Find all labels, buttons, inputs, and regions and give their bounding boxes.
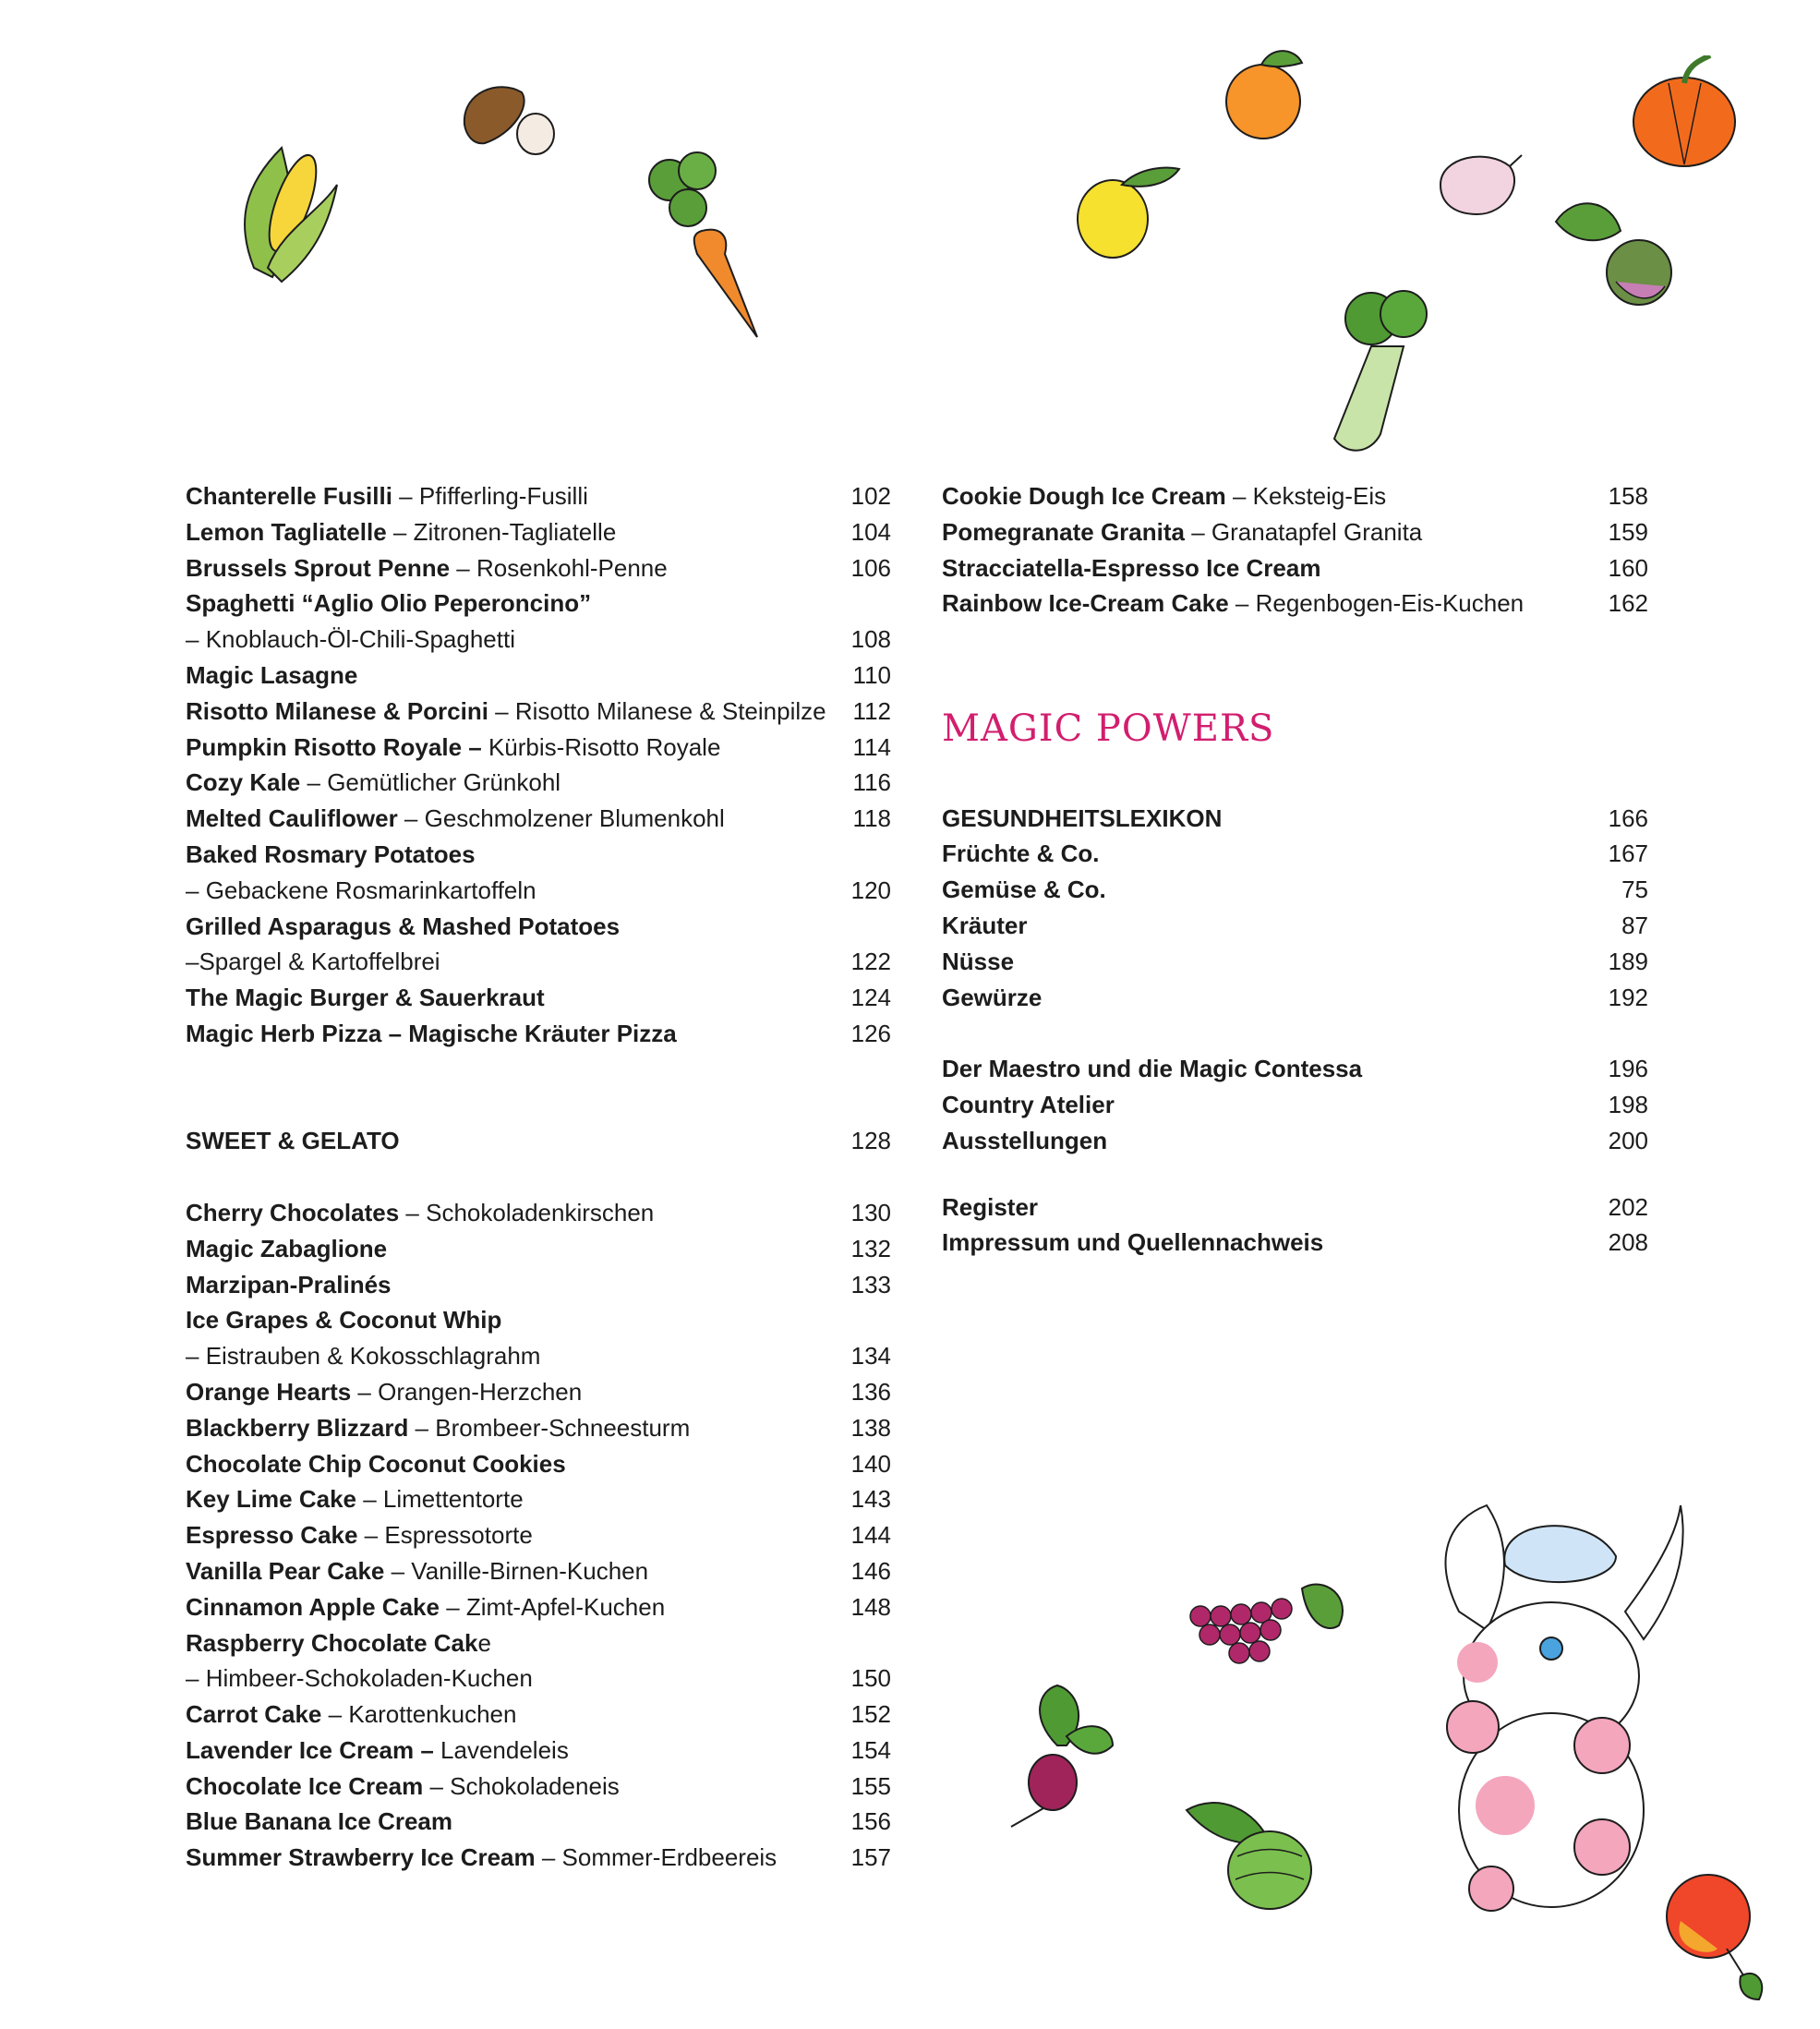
entry-subtitle: Sommer-Erdbeereis bbox=[561, 1843, 777, 1872]
toc-entry bbox=[186, 765, 891, 801]
toc-entry bbox=[186, 944, 891, 980]
entry-subtitle: Orangen-Herzchen bbox=[378, 1377, 583, 1406]
entry-title: Chocolate Ice Cream bbox=[186, 1771, 424, 1800]
entry-separator: – bbox=[321, 1700, 349, 1729]
entry-title: Magic Zabaglione bbox=[186, 1234, 388, 1262]
entry-separator: – bbox=[392, 482, 419, 510]
entry-page-number: 116 bbox=[852, 768, 891, 797]
entry-subtitle: Gemütlicher Grünkohl bbox=[327, 768, 561, 797]
entry-separator: – bbox=[423, 1771, 451, 1800]
entry-separator: – bbox=[386, 517, 414, 546]
entry-page-number: 118 bbox=[852, 804, 891, 833]
entry-title: Cozy Kale bbox=[186, 768, 301, 797]
entry-page-number: 148 bbox=[850, 1592, 891, 1621]
entry-title: Melted Cauliflower bbox=[186, 804, 398, 833]
toc-entry bbox=[186, 1195, 891, 1231]
toc-entry bbox=[186, 1553, 891, 1589]
toc-entry bbox=[186, 550, 891, 586]
entry-subtitle: Zimt-Apfel-Kuchen bbox=[465, 1592, 666, 1621]
bunny-chef-icon bbox=[1404, 1501, 1708, 1916]
entry-title: Cinnamon Apple Cake bbox=[186, 1592, 440, 1621]
spacer bbox=[186, 1088, 891, 1124]
entry-title: Pomegranate Granita bbox=[942, 517, 1185, 546]
entry-separator bbox=[434, 1736, 440, 1764]
entry-page-number: 75 bbox=[1621, 876, 1648, 904]
toc-entry bbox=[942, 1123, 1648, 1153]
entry-title: Gewürze bbox=[942, 983, 1043, 1011]
entry-page-number: 154 bbox=[850, 1735, 891, 1764]
entry-subtitle: Geschmolzener Blumenkohl bbox=[424, 804, 725, 833]
entry-subtitle: Gebackene Rosmarinkartoffeln bbox=[205, 876, 536, 904]
entry-separator: – bbox=[397, 804, 425, 833]
entry-subtitle: Limettentorte bbox=[382, 1485, 524, 1514]
toc-entry bbox=[186, 1625, 891, 1661]
entry-page-number: 189 bbox=[1608, 947, 1648, 975]
entry-separator: – bbox=[1225, 482, 1253, 510]
entry-page-number: 158 bbox=[1608, 482, 1648, 510]
entry-page-number: 122 bbox=[850, 948, 891, 976]
entry-separator: – bbox=[186, 1664, 206, 1693]
apple-icon bbox=[1662, 1866, 1773, 2004]
entry-subtitle: Zitronen-Tagliatelle bbox=[413, 517, 617, 546]
pumpkin-icon bbox=[1627, 55, 1742, 175]
entry-subtitle: Schokoladeneis bbox=[450, 1771, 620, 1800]
entry-title: Raspberry Chocolate Cak bbox=[186, 1628, 478, 1657]
toc-entry bbox=[186, 658, 891, 694]
toc-entry bbox=[186, 1661, 891, 1697]
entry-title: Chocolate Chip Coconut Cookies bbox=[186, 1449, 566, 1478]
entry-separator: – bbox=[439, 1592, 466, 1621]
entry-page-number: 159 bbox=[1608, 517, 1648, 546]
entry-title: Brussels Sprout Penne bbox=[186, 553, 451, 582]
spacer bbox=[942, 1153, 1648, 1190]
entry-page-number: 202 bbox=[1608, 1192, 1648, 1221]
entry-title: Pumpkin Risotto Royale – bbox=[186, 732, 482, 761]
entry-page-number: 106 bbox=[850, 553, 891, 582]
entry-title: Cookie Dough Ice Cream bbox=[942, 482, 1226, 510]
entry-title: Blue Banana Ice Cream bbox=[186, 1807, 453, 1836]
entry-title: GESUNDHEITSLEXIKON bbox=[942, 803, 1223, 832]
toc-entry bbox=[186, 1338, 891, 1374]
toc-entry bbox=[186, 1733, 891, 1769]
entry-page-number: 160 bbox=[1608, 553, 1648, 582]
entry-page-number: 208 bbox=[1608, 1228, 1648, 1257]
entry-page-number: 120 bbox=[850, 876, 891, 904]
toc-entry bbox=[186, 873, 891, 909]
entry-page-number: 138 bbox=[850, 1413, 891, 1442]
entry-title: Carrot Cake bbox=[186, 1700, 322, 1729]
entry-page-number: 140 bbox=[850, 1449, 891, 1478]
entry-title: Ausstellungen bbox=[942, 1126, 1108, 1154]
toc-entry bbox=[186, 478, 891, 514]
spacer bbox=[186, 1159, 891, 1195]
entry-page-number: 114 bbox=[852, 732, 891, 761]
entry-title: Nüsse bbox=[942, 947, 1015, 975]
entry-page-number: 87 bbox=[1621, 911, 1648, 939]
toc-entry bbox=[186, 514, 891, 550]
toc-entry bbox=[942, 1190, 1648, 1226]
toc-entry bbox=[942, 836, 1648, 872]
entry-separator: – bbox=[408, 1413, 436, 1442]
entry-separator: – bbox=[488, 696, 515, 725]
entry-page-number: 134 bbox=[850, 1342, 891, 1371]
corn-icon bbox=[217, 129, 356, 286]
entry-separator: – bbox=[384, 1556, 412, 1585]
entry-separator: – bbox=[1184, 517, 1211, 546]
toc-entry bbox=[186, 1589, 891, 1625]
entry-page-number: 102 bbox=[850, 482, 891, 510]
entry-separator: – bbox=[300, 768, 328, 797]
entry-separator: – bbox=[450, 553, 476, 582]
entry-page-number: 144 bbox=[850, 1521, 891, 1550]
entry-title: Summer Strawberry Ice Cream bbox=[186, 1843, 536, 1872]
toc-entry bbox=[186, 730, 891, 766]
toc-left-column bbox=[186, 478, 891, 1876]
entry-subtitle: Granatapfel Granita bbox=[1211, 517, 1423, 546]
toc-entry bbox=[942, 801, 1648, 837]
entry-page-number: 112 bbox=[852, 696, 891, 725]
entry-page-number: 110 bbox=[852, 660, 891, 689]
entry-subtitle: Pfifferling-Fusilli bbox=[418, 482, 588, 510]
entry-subtitle: Espressotorte bbox=[384, 1521, 533, 1550]
magic-powers-title: MAGIC POWERS bbox=[942, 707, 1275, 750]
entry-subtitle: Himbeer-Schokoladen-Kuchen bbox=[205, 1664, 533, 1693]
entry-page-number: 192 bbox=[1608, 983, 1648, 1011]
entry-subtitle: Keksteig-Eis bbox=[1252, 482, 1387, 510]
mushroom-icon bbox=[457, 79, 559, 162]
toc-entry bbox=[186, 1016, 891, 1052]
entry-title: Impressum und Quellennachweis bbox=[942, 1228, 1324, 1257]
entry-title: SWEET & GELATO bbox=[186, 1127, 400, 1155]
entry-page-number: 167 bbox=[1608, 839, 1648, 868]
toc-entry bbox=[942, 944, 1648, 980]
toc-entry bbox=[942, 550, 1648, 586]
entry-title: Cherry Chocolates bbox=[186, 1198, 400, 1226]
toc-entry bbox=[186, 1446, 891, 1482]
entry-separator: – bbox=[357, 1521, 385, 1550]
entry-page-number: 146 bbox=[850, 1556, 891, 1585]
entry-page-number: 150 bbox=[850, 1664, 891, 1693]
entry-title: Grilled Asparagus & Mashed Potatoes bbox=[186, 912, 621, 940]
entry-separator: – bbox=[186, 876, 206, 904]
toc-entry bbox=[942, 1087, 1648, 1123]
toc-entry bbox=[186, 837, 891, 873]
entry-subtitle: Risotto Milanese & Steinpilze bbox=[514, 696, 826, 725]
entry-title: Key Lime Cake bbox=[186, 1485, 356, 1514]
entry-page-number: 196 bbox=[1608, 1055, 1648, 1083]
entry-page-number: 108 bbox=[850, 625, 891, 654]
entry-subtitle: Vanille-Birnen-Kuchen bbox=[411, 1556, 649, 1585]
entry-title: Magic Herb Pizza – Magische Kräuter Pizza bbox=[186, 1019, 677, 1047]
carrot-icon bbox=[633, 143, 771, 346]
entry-page-number: 198 bbox=[1608, 1090, 1648, 1118]
toc-entry bbox=[942, 1051, 1648, 1087]
entry-page-number: 130 bbox=[850, 1198, 891, 1226]
celery-icon bbox=[1316, 282, 1454, 457]
entry-page-number: 200 bbox=[1608, 1126, 1648, 1154]
entry-subtitle: Eistrauben & Kokosschlagrahm bbox=[205, 1342, 541, 1371]
toc-entry bbox=[186, 1374, 891, 1410]
entry-title: Country Atelier bbox=[942, 1090, 1115, 1118]
toc-entry bbox=[186, 694, 891, 730]
toc-entry bbox=[186, 1481, 891, 1517]
entry-page-number: 155 bbox=[850, 1771, 891, 1800]
toc-entry bbox=[186, 586, 891, 622]
entry-subtitle: Brombeer-Schneesturm bbox=[435, 1413, 691, 1442]
entry-subtitle: Kürbis-Risotto Royale bbox=[488, 732, 721, 761]
grapes-icon bbox=[1182, 1579, 1357, 1699]
toc-entry bbox=[186, 1123, 891, 1159]
spacer bbox=[942, 1015, 1648, 1051]
entry-page-number: 136 bbox=[850, 1377, 891, 1406]
toc-entry bbox=[186, 1231, 891, 1267]
toc-entry bbox=[186, 1697, 891, 1733]
entry-title: Lavender Ice Cream – bbox=[186, 1735, 434, 1764]
entry-title: Früchte & Co. bbox=[942, 839, 1100, 868]
entry-separator: – bbox=[399, 1198, 427, 1226]
entry-title: Stracciatella-Espresso Ice Cream bbox=[942, 553, 1321, 582]
toc-entry bbox=[942, 980, 1648, 1016]
entry-page-number: 124 bbox=[850, 984, 891, 1012]
toc-entry bbox=[186, 1804, 891, 1840]
toc-right-list-top bbox=[942, 478, 1648, 622]
entry-title: Blackberry Blizzard bbox=[186, 1413, 409, 1442]
entry-title: Risotto Milanese & Porcini bbox=[186, 696, 488, 725]
entry-subtitle: Karottenkuchen bbox=[348, 1700, 517, 1729]
toc-entry bbox=[186, 980, 891, 1016]
toc-entry bbox=[942, 1225, 1648, 1261]
entry-page-number: 133 bbox=[850, 1270, 891, 1298]
entry-subtitle: Lavendeleis bbox=[440, 1735, 569, 1764]
radish-icon bbox=[1002, 1681, 1122, 1829]
entry-title: Vanilla Pear Cake bbox=[186, 1556, 385, 1585]
entry-separator: – bbox=[351, 1377, 379, 1406]
entry-title: Kräuter bbox=[942, 911, 1028, 939]
toc-entry bbox=[186, 1302, 891, 1338]
toc-entry bbox=[186, 1517, 891, 1553]
toc-entry bbox=[186, 909, 891, 945]
toc-entry bbox=[942, 908, 1648, 944]
toc-entry bbox=[942, 478, 1648, 514]
toc-entry bbox=[186, 1769, 891, 1805]
entry-title: Der Maestro und die Magic Contessa bbox=[942, 1055, 1363, 1083]
entry-title: The Magic Burger & Sauerkraut bbox=[186, 984, 545, 1012]
toc-entry bbox=[942, 586, 1648, 622]
entry-separator: – bbox=[186, 1342, 206, 1371]
entry-title: Espresso Cake bbox=[186, 1521, 358, 1550]
entry-separator: – bbox=[535, 1843, 562, 1872]
entry-title: Ice Grapes & Coconut Whip bbox=[186, 1306, 502, 1335]
entry-page-number: 156 bbox=[850, 1807, 891, 1836]
entry-subtitle: Schokoladenkirschen bbox=[426, 1198, 655, 1226]
entry-title: Magic Lasagne bbox=[186, 660, 358, 689]
entry-title: Spaghetti “Aglio Olio Peperoncino” bbox=[186, 589, 592, 618]
entry-title: Lemon Tagliatelle bbox=[186, 517, 387, 546]
lemon-icon bbox=[1067, 162, 1182, 263]
entry-page-number: 157 bbox=[850, 1843, 891, 1872]
artichoke-icon bbox=[1182, 1792, 1320, 1916]
entry-page-number: 128 bbox=[850, 1127, 891, 1155]
entry-separator: – bbox=[186, 625, 206, 654]
entry-title: Gemüse & Co. bbox=[942, 876, 1106, 904]
toc-entry bbox=[186, 1840, 891, 1876]
entry-separator: – bbox=[1228, 589, 1256, 618]
entry-page-number: 162 bbox=[1608, 589, 1648, 618]
entry-page-number: 126 bbox=[850, 1019, 891, 1047]
entry-subtitle: Rosenkohl-Penne bbox=[476, 553, 668, 582]
entry-page-number: 104 bbox=[850, 517, 891, 546]
entry-subtitle: Spargel & Kartoffelbrei bbox=[199, 948, 440, 976]
entry-page-number: 143 bbox=[850, 1485, 891, 1514]
toc-right-column bbox=[942, 478, 1648, 1261]
entry-separator: – bbox=[356, 1485, 383, 1514]
entry-separator: – bbox=[186, 948, 199, 976]
toc-entry bbox=[186, 1267, 891, 1303]
entry-subtitle: e bbox=[477, 1628, 491, 1657]
toc-right-list-bottom bbox=[942, 801, 1648, 1262]
entry-title: Orange Hearts bbox=[186, 1377, 352, 1406]
entry-title: Baked Rosmary Potatoes bbox=[186, 839, 476, 868]
toc-entry bbox=[186, 801, 891, 837]
toc-entry bbox=[186, 1410, 891, 1446]
fig-icon bbox=[1547, 194, 1685, 314]
garlic-icon bbox=[1431, 148, 1524, 217]
toc-entry bbox=[942, 514, 1648, 550]
entry-separator bbox=[482, 733, 488, 761]
toc-entry bbox=[186, 622, 891, 658]
spacer bbox=[186, 1052, 891, 1088]
entry-subtitle: Knoblauch-Öl-Chili-Spaghetti bbox=[205, 625, 515, 654]
entry-title: Rainbow Ice-Cream Cake bbox=[942, 589, 1229, 618]
orange-icon bbox=[1217, 44, 1309, 146]
toc-entry bbox=[942, 872, 1648, 908]
entry-title: Marzipan-Pralinés bbox=[186, 1270, 392, 1298]
entry-subtitle: Regenbogen-Eis-Kuchen bbox=[1255, 589, 1525, 618]
entry-page-number: 132 bbox=[850, 1234, 891, 1262]
entry-page-number: 166 bbox=[1608, 803, 1648, 832]
entry-title: Register bbox=[942, 1192, 1039, 1221]
entry-page-number: 152 bbox=[850, 1700, 891, 1729]
entry-title: Chanterelle Fusilli bbox=[186, 482, 392, 510]
